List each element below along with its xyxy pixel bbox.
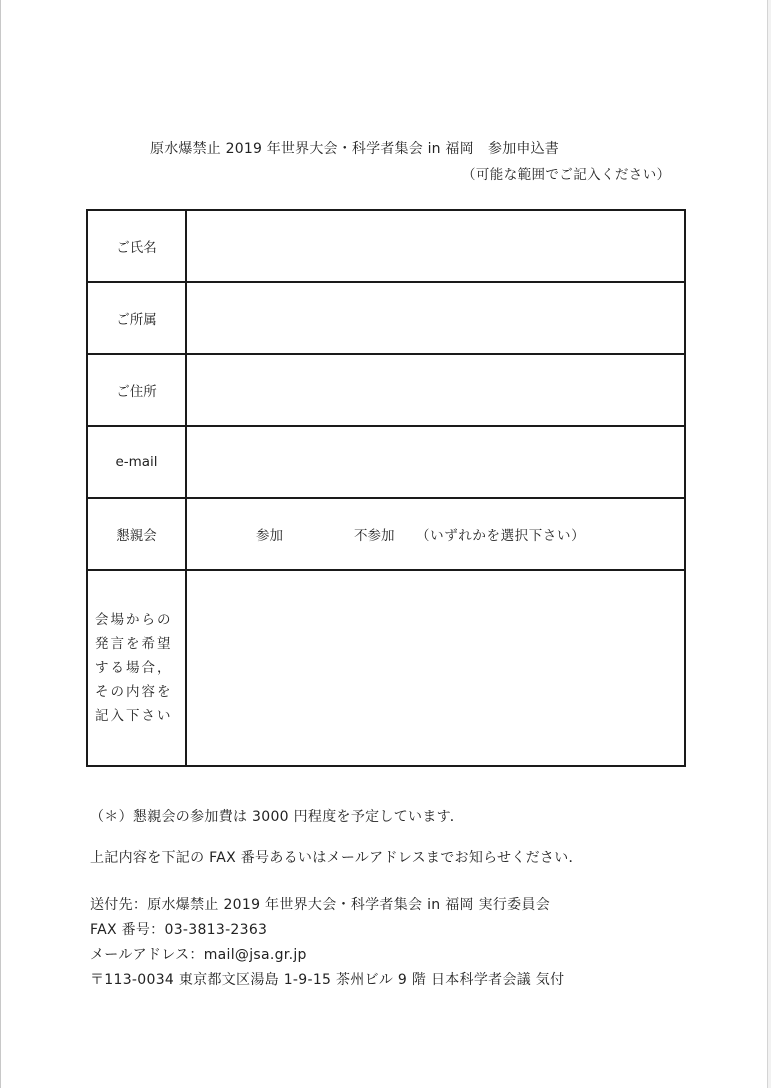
label-speech-line-4: その内容を: [95, 684, 173, 700]
name-field-value[interactable]: [187, 211, 684, 281]
reception-choice-cell: [186, 498, 685, 570]
page-scrollbar-edge: [767, 0, 771, 1088]
form-row-affiliation: [87, 282, 685, 354]
label-speech-line-2: 発言を希望: [95, 636, 173, 652]
option-attend[interactable]: 参加: [256, 528, 283, 544]
label-email: e-mail: [87, 426, 186, 498]
submit-note: 上記内容を下記の FAX 番号あるいはメールアドレスまでお知らせください．: [90, 850, 583, 866]
label-address: ご住所: [87, 354, 186, 426]
speech-content-value[interactable]: [187, 571, 684, 765]
label-name: ご氏名: [87, 210, 186, 282]
page-edge-left: [0, 0, 1, 1088]
form-row-reception: [87, 498, 685, 570]
affiliation-field[interactable]: [186, 282, 685, 354]
email-field-value[interactable]: [187, 427, 684, 497]
label-speech-line-5: 記入下さい: [95, 708, 173, 724]
label-reception: 懇親会: [87, 498, 186, 570]
form-row-email: [87, 426, 685, 498]
email-field[interactable]: [186, 426, 685, 498]
application-form-table: [86, 209, 686, 767]
label-speech-line-1: 会場からの: [95, 612, 173, 628]
speech-content-field[interactable]: [186, 570, 685, 766]
affiliation-field-value[interactable]: [187, 283, 684, 353]
contact-recipient: 送付先：原水爆禁止 2019 年世界大会・科学者集会 in 福岡 実行委員会: [90, 897, 551, 913]
label-affiliation: ご所属: [87, 282, 186, 354]
form-row-name: [87, 210, 685, 282]
option-not-attend[interactable]: 不参加: [354, 528, 395, 544]
address-field[interactable]: [186, 354, 685, 426]
document-subtitle: （可能な範囲でご記入ください）: [462, 167, 671, 183]
fee-note: （＊）懇親会の参加費は 3000 円程度を予定しています．: [90, 809, 465, 825]
contact-email: メールアドレス：mail@jsa.gr.jp: [90, 947, 307, 963]
reception-instruction: （いずれかを選択下さい）: [416, 528, 586, 544]
reception-choice-line: [187, 524, 684, 544]
contact-address: 〒113-0034 東京都文区湯島 1-9-15 茶州ビル 9 階 日本科学者会議 気付: [90, 972, 565, 988]
label-speech-request: [87, 570, 186, 766]
document-title: 原水爆禁止 2019 年世界大会・科学者集会 in 福岡 参加申込書: [150, 141, 559, 157]
name-field[interactable]: [186, 210, 685, 282]
form-row-speech-request: [87, 570, 685, 766]
form-row-address: [87, 354, 685, 426]
address-field-value[interactable]: [187, 355, 684, 425]
contact-fax: FAX 番号：03-3813-2363: [90, 922, 268, 938]
label-speech-line-3: する場合，: [95, 660, 173, 676]
